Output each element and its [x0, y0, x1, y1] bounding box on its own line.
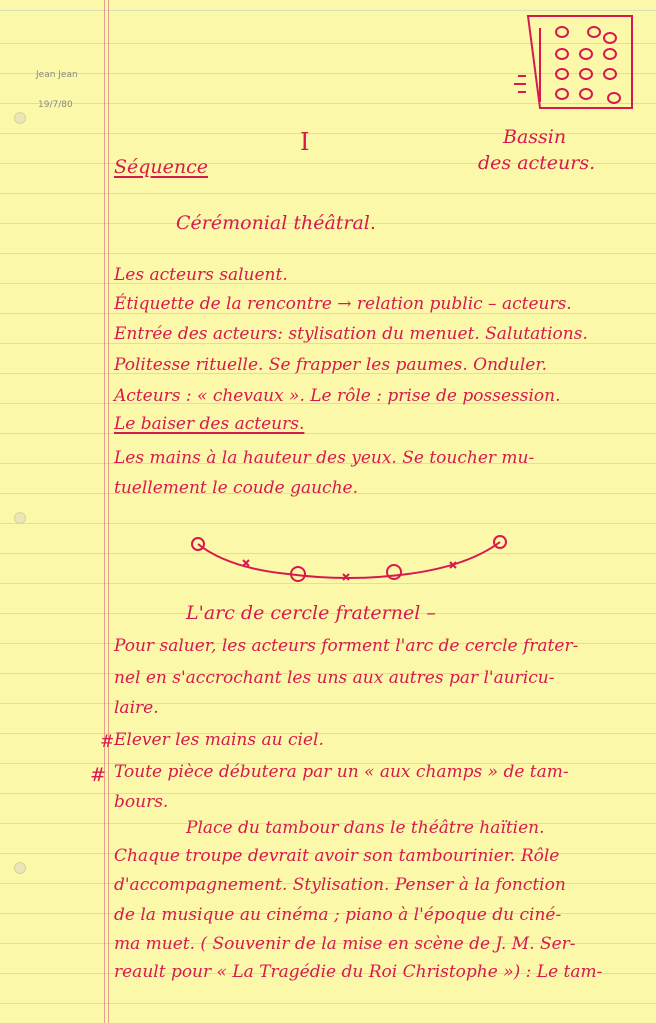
text-line: ma muet. ( Souvenir de la mise en scène de J. M. Ser- [114, 934, 576, 954]
section-title-arc: L'arc de cercle fraternel – [186, 602, 436, 624]
text-line: reault pour « La Tragédie du Roi Christophe ») : Le tam- [114, 962, 603, 982]
hash-mark: # [100, 732, 115, 752]
stage-label-line2: des acteurs. [478, 152, 596, 174]
text-line: Le baiser des acteurs. [114, 414, 305, 434]
margin-line [104, 0, 105, 1023]
text-line: tuellement le coude gauche. [114, 478, 358, 498]
text-line: Les mains à la hauteur des yeux. Se toucher mu- [114, 448, 535, 468]
text-line: Elever les mains au ciel. [114, 730, 324, 750]
stage-label-line1: Bassin [503, 126, 567, 148]
text-line: Acteurs : « chevaux ». Le rôle : prise de possession. [114, 386, 561, 406]
section-numeral: I [300, 128, 310, 156]
pencil-date-note: 19/7/80 [38, 100, 73, 110]
punch-hole [14, 512, 26, 524]
text-line: Pour saluer, les acteurs forment l'arc de cercle frater- [114, 636, 579, 656]
text-line: laire. [114, 698, 159, 718]
sequence-heading: Séquence [114, 156, 209, 178]
text-line: Étiquette de la rencontre → relation public – acteurs. [114, 294, 572, 314]
text-line: d'accompagnement. Stylisation. Penser à la fonction [114, 875, 566, 895]
punch-hole [14, 862, 26, 874]
punch-hole [14, 112, 26, 124]
margin-line-double [108, 0, 109, 1023]
text-line: Politesse rituelle. Se frapper les paumes. Onduler. [114, 355, 548, 375]
text-line: Les acteurs saluent. [114, 265, 288, 285]
text-line: Entrée des acteurs: stylisation du menuet. Salutations. [114, 324, 588, 344]
hash-mark: # [90, 764, 106, 786]
text-line: bours. [114, 792, 169, 812]
stage-sketch [510, 10, 640, 120]
text-line: Toute pièce débutera par un « aux champs » de tam- [114, 762, 569, 782]
text-line: de la musique au cinéma ; piano à l'époque du ciné- [114, 905, 562, 925]
text-line: nel en s'accrochant les uns aux autres par l'auricu- [114, 668, 555, 688]
text-line: Place du tambour dans le théâtre haïtien. [186, 818, 545, 838]
arc-of-actors-diagram [188, 528, 514, 588]
pencil-name-note: Jean Jean [36, 70, 78, 80]
section-title-ceremonial: Cérémonial théâtral. [176, 212, 376, 234]
text-line: Chaque troupe devrait avoir son tambourinier. Rôle [114, 846, 560, 866]
